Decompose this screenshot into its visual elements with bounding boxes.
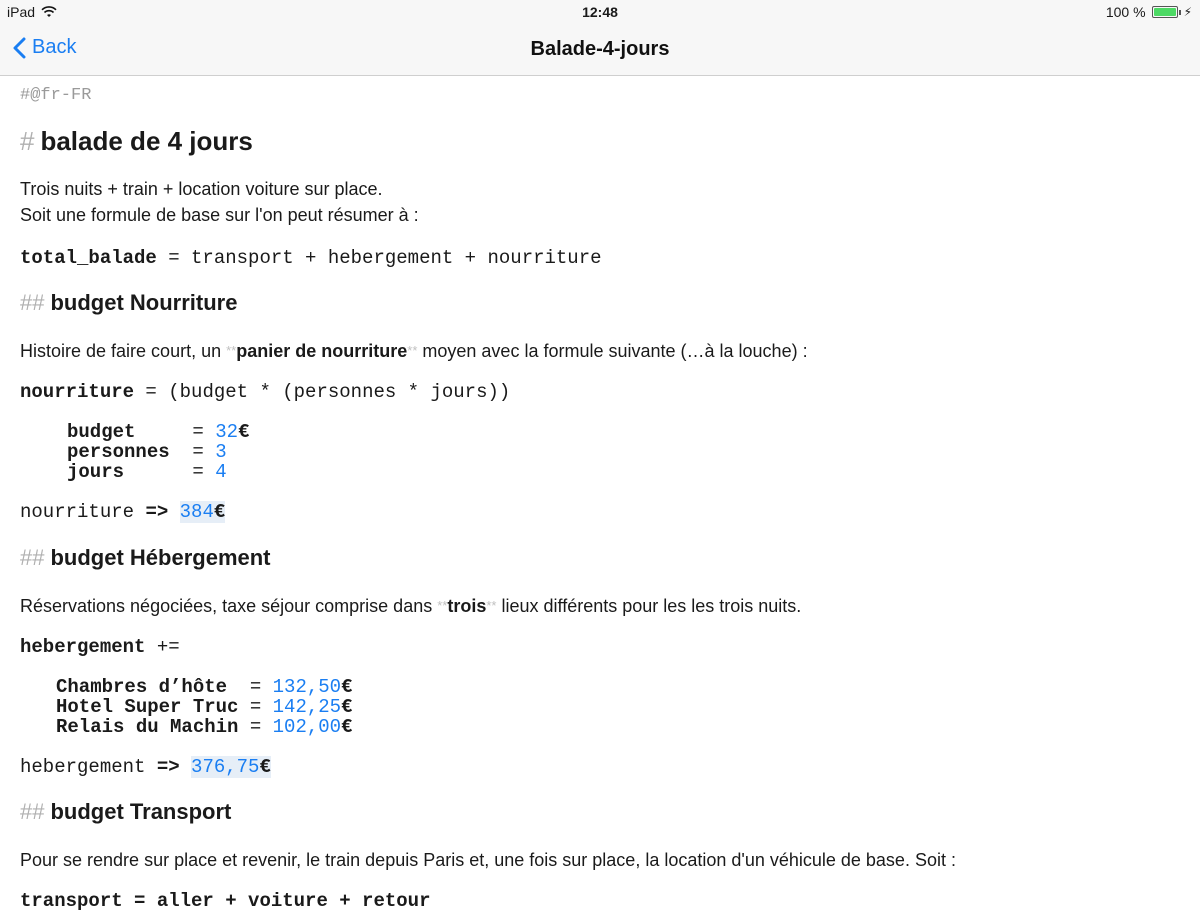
var-value: 32 — [215, 421, 239, 443]
language-directive: #@fr-FR — [20, 86, 92, 105]
var-name: Relais du Machin — [56, 716, 250, 738]
hebergement-variables — [56, 677, 352, 737]
var-row: Hotel Super Truc = 142,25€ — [56, 696, 353, 718]
heading-marker: ## — [20, 545, 45, 570]
formula-name: total_balade — [20, 247, 157, 269]
var-row: Chambres d’hôte = 132,50€ — [56, 676, 353, 698]
bold-text: panier de nourriture — [236, 341, 408, 361]
heading-text: budget Hébergement — [50, 545, 271, 570]
status-right — [1106, 4, 1192, 20]
intro-line-1: Trois nuits + train + location voiture sur place. — [20, 179, 383, 199]
var-row: jours = 4 — [67, 461, 227, 483]
heading-marker: ## — [20, 799, 45, 824]
var-value: 102,00 — [272, 716, 342, 738]
var-unit: € — [341, 716, 353, 738]
var-name: budget — [67, 421, 182, 443]
paragraph-text: moyen avec la formule suivante (…à la louche) : — [417, 341, 808, 361]
bold-marker: ** — [486, 598, 497, 613]
var-value: 4 — [215, 461, 227, 483]
hebergement-result — [20, 757, 271, 777]
nourriture-paragraph — [20, 338, 808, 364]
nourriture-formula — [20, 382, 510, 402]
var-unit: € — [238, 421, 250, 443]
var-value: 132,50 — [272, 676, 342, 698]
battery-percent: 100 % — [1105, 4, 1146, 20]
bold-text: trois — [447, 596, 487, 616]
result-arrow: => — [156, 756, 180, 778]
formula-rest: = (budget * (personnes * jours)) — [134, 381, 511, 403]
status-bar — [0, 0, 1200, 24]
back-label: Back — [32, 36, 77, 58]
result-value: 384€ — [179, 501, 226, 523]
heading-nourriture — [20, 290, 237, 316]
page-title: Balade-4-jours — [530, 38, 670, 60]
heading-text: budget Transport — [50, 799, 232, 824]
result-value: 376,75€ — [191, 756, 271, 778]
var-unit: € — [341, 676, 353, 698]
heading-hebergement — [20, 545, 271, 571]
battery-icon — [1152, 6, 1178, 18]
heading-transport — [20, 799, 231, 825]
hebergement-formula — [20, 637, 180, 657]
total-formula — [20, 248, 602, 268]
transport-paragraph: Pour se rendre sur place et revenir, le train depuis Paris et, une fois sur place, la location d'un véhicule de base. Soit : — [20, 850, 956, 870]
result-arrow: => — [145, 501, 169, 523]
charging-icon: ⚡ — [1183, 5, 1192, 19]
intro-line-2: Soit une formule de base sur l'on peut résumer à : — [20, 205, 419, 225]
var-name: Hotel Super Truc — [56, 696, 250, 718]
formula-name: nourriture — [20, 381, 135, 403]
paragraph-text: lieux différents pour les les trois nuits. — [496, 596, 802, 616]
formula-rest: += — [145, 636, 180, 658]
transport-formula: transport = aller + voiture + retour — [20, 890, 431, 912]
navigation-bar — [0, 24, 1200, 76]
nourriture-variables — [67, 422, 249, 482]
result-name: hebergement — [20, 756, 146, 778]
var-value: 142,25 — [272, 696, 342, 718]
heading-text: balade de 4 jours — [40, 126, 253, 156]
bold-marker: ** — [407, 343, 418, 358]
heading-text: budget Nourriture — [50, 290, 238, 315]
var-row: personnes = 3 — [67, 441, 227, 463]
heading-marker: # — [20, 126, 35, 156]
formula-rest: = transport + hebergement + nourriture — [156, 247, 602, 269]
hebergement-paragraph — [20, 593, 801, 619]
heading-marker: ## — [20, 290, 45, 315]
var-name: jours — [67, 461, 182, 483]
paragraph-text: Histoire de faire court, un — [20, 341, 227, 361]
var-name: Chambres d’hôte — [56, 676, 250, 698]
result-name: nourriture — [20, 501, 135, 523]
var-row: budget = 32€ — [67, 421, 250, 443]
nourriture-result — [20, 502, 225, 522]
heading-main — [20, 126, 253, 157]
var-unit: € — [341, 696, 353, 718]
intro-paragraph — [20, 176, 419, 228]
var-name: personnes — [67, 441, 182, 463]
var-value: 3 — [215, 441, 227, 463]
device-name: iPad — [7, 4, 36, 20]
bold-marker: ** — [226, 343, 237, 358]
paragraph-text: Réservations négociées, taxe séjour comprise dans — [20, 596, 438, 616]
var-row: Relais du Machin = 102,00€ — [56, 716, 353, 738]
bold-marker: ** — [437, 598, 448, 613]
status-time: 12:48 — [582, 4, 618, 20]
formula-name: hebergement — [20, 636, 146, 658]
